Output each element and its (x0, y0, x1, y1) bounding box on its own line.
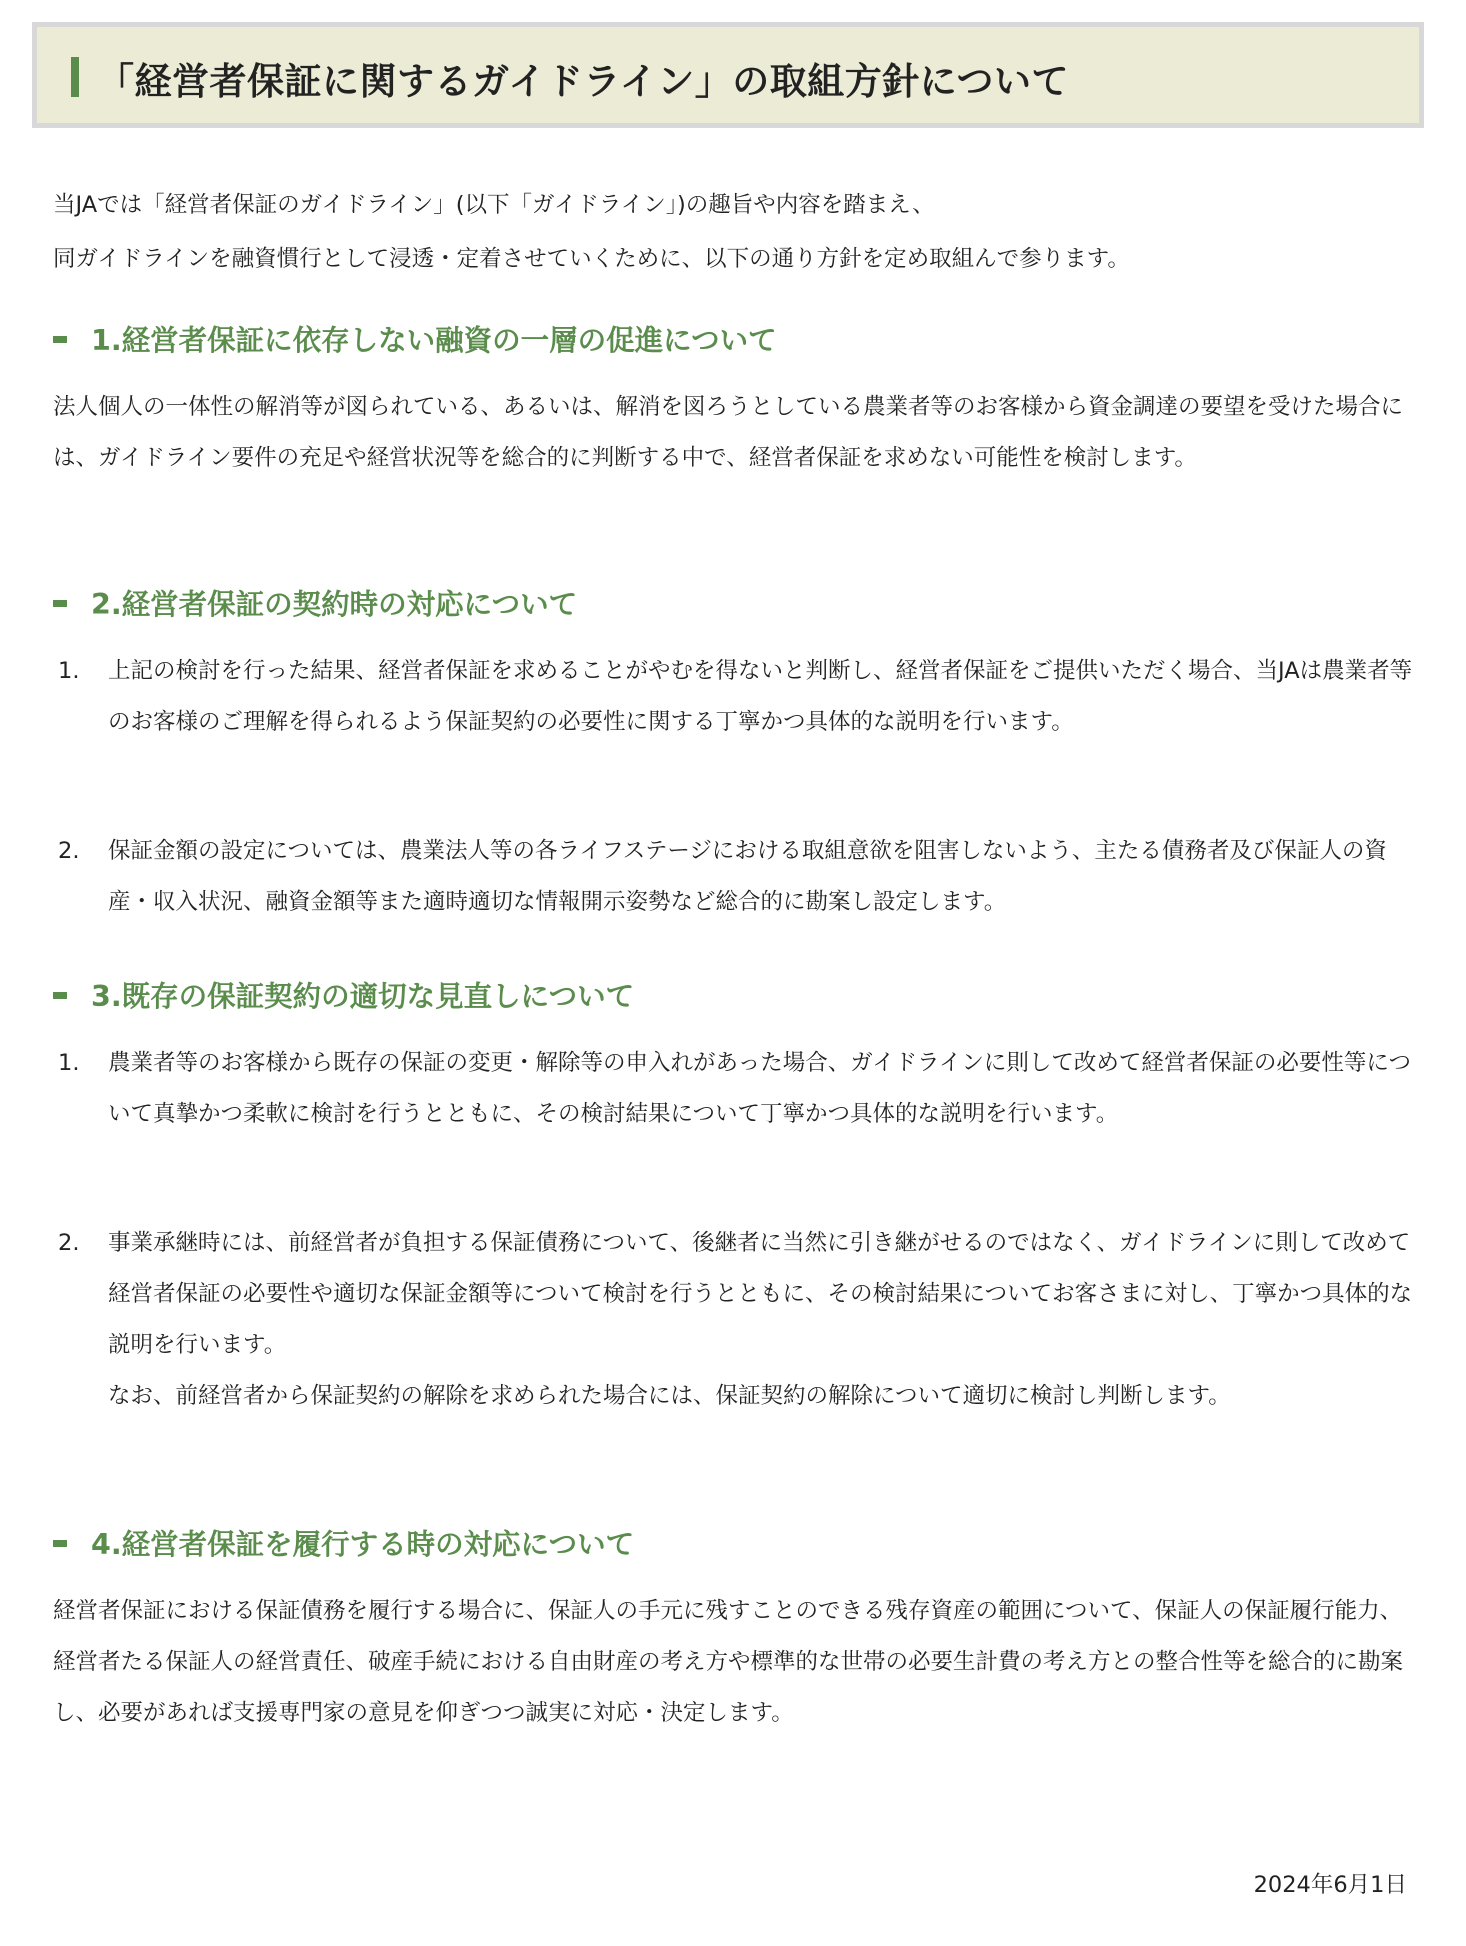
item-number: 1. (58, 658, 80, 684)
issue-date: 2024年6月1日 (1253, 1872, 1407, 1898)
section-heading-3-label: 3.既存の保証契約の適切な見直しについて (91, 980, 635, 1013)
section-heading-3 (53, 974, 634, 1015)
heading-dash-icon (53, 336, 67, 343)
heading-dash-icon (53, 600, 67, 607)
item-text: 事業承継時には、前経営者が負担する保証債務について、後継者に当然に引き継がせるのではなく、ガイドラインに則して改めて経営者保証の必要性や適切な保証金額等について検討を行うとともに、その検討結果についてお客さまに対し、丁寧かつ具体的な説明を行います。 (108, 1230, 1413, 1358)
section-2-item-1 (53, 646, 1415, 748)
header-accent-bar (71, 57, 79, 97)
section-heading-1 (53, 318, 777, 359)
section-heading-4 (53, 1522, 634, 1563)
section-heading-2 (53, 582, 577, 623)
section-3-item-1 (53, 1038, 1415, 1140)
item-text: 農業者等のお客様から既存の保証の変更・解除等の申入れがあった場合、ガイドラインに則して改めて経営者保証の必要性等について真摯かつ柔軟に検討を行うとともに、その検討結果について丁寧かつ具体的な説明を行います。 (108, 1050, 1411, 1127)
item-text: 上記の検討を行った結果、経営者保証を求めることがやむを得ないと判断し、経営者保証をご提供いただく場合、当JAは農業者等のお客様のご理解を得られるよう保証契約の必要性に関する丁寧かつ具体的な説明を行います。 (108, 658, 1413, 735)
section-2-item-2 (53, 826, 1415, 928)
page-title: 「経営者保証に関するガイドライン」の取組方針について (97, 60, 1070, 103)
section-heading-2-label: 2.経営者保証の契約時の対応について (91, 588, 578, 621)
section-heading-4-label: 4.経営者保証を履行する時の対応について (91, 1528, 635, 1561)
item-text: 保証金額の設定については、農業法人等の各ライフステージにおける取組意欲を阻害しないよう、主たる債務者及び保証人の資産・収入状況、融資金額等また適時適切な情報開示姿勢など総合的に勘案し設定します。 (108, 838, 1387, 915)
intro-text (53, 178, 1413, 286)
page-header (32, 22, 1424, 128)
item-number: 1. (58, 1050, 80, 1076)
item-number: 2. (58, 838, 80, 864)
item-note: なお、前経営者から保証契約の解除を求められた場合には、保証契約の解除について適切に検討し判断します。 (108, 1383, 1231, 1409)
section-1-text: 法人個人の一体性の解消等が図られている、あるいは、解消を図ろうとしている農業者等のお客様から資金調達の要望を受けた場合には、ガイドライン要件の充足や経営状況等を総合的に判断する中で、経営者保証を求めない可能性を検討します。 (53, 394, 1404, 471)
heading-dash-icon (53, 1540, 67, 1547)
section-heading-1-label: 1.経営者保証に依存しない融資の一層の促進について (91, 324, 777, 357)
heading-dash-icon (53, 992, 67, 999)
intro-line-1: 当JAでは「経営者保証のガイドライン」(以下「ガイドライン」)の趣旨や内容を踏まえ、 (53, 192, 935, 218)
intro-line-2: 同ガイドラインを融資慣行として浸透・定着させていくために、以下の通り方針を定め取組んで参ります。 (53, 246, 1130, 272)
section-4-text: 経営者保証における保証債務を履行する場合に、保証人の手元に残すことのできる残存資産の範囲について、保証人の保証履行能力、経営者たる保証人の経営責任、破産手続における自由財産の考え方や標準的な世帯の必要生計費の考え方との整合性等を総合的に勘案し、必要があれば支援専門家の意見を仰ぎつつ誠実に対応・決定します。 (53, 1598, 1404, 1726)
item-number: 2. (58, 1230, 80, 1256)
section-3-item-2 (53, 1218, 1415, 1422)
